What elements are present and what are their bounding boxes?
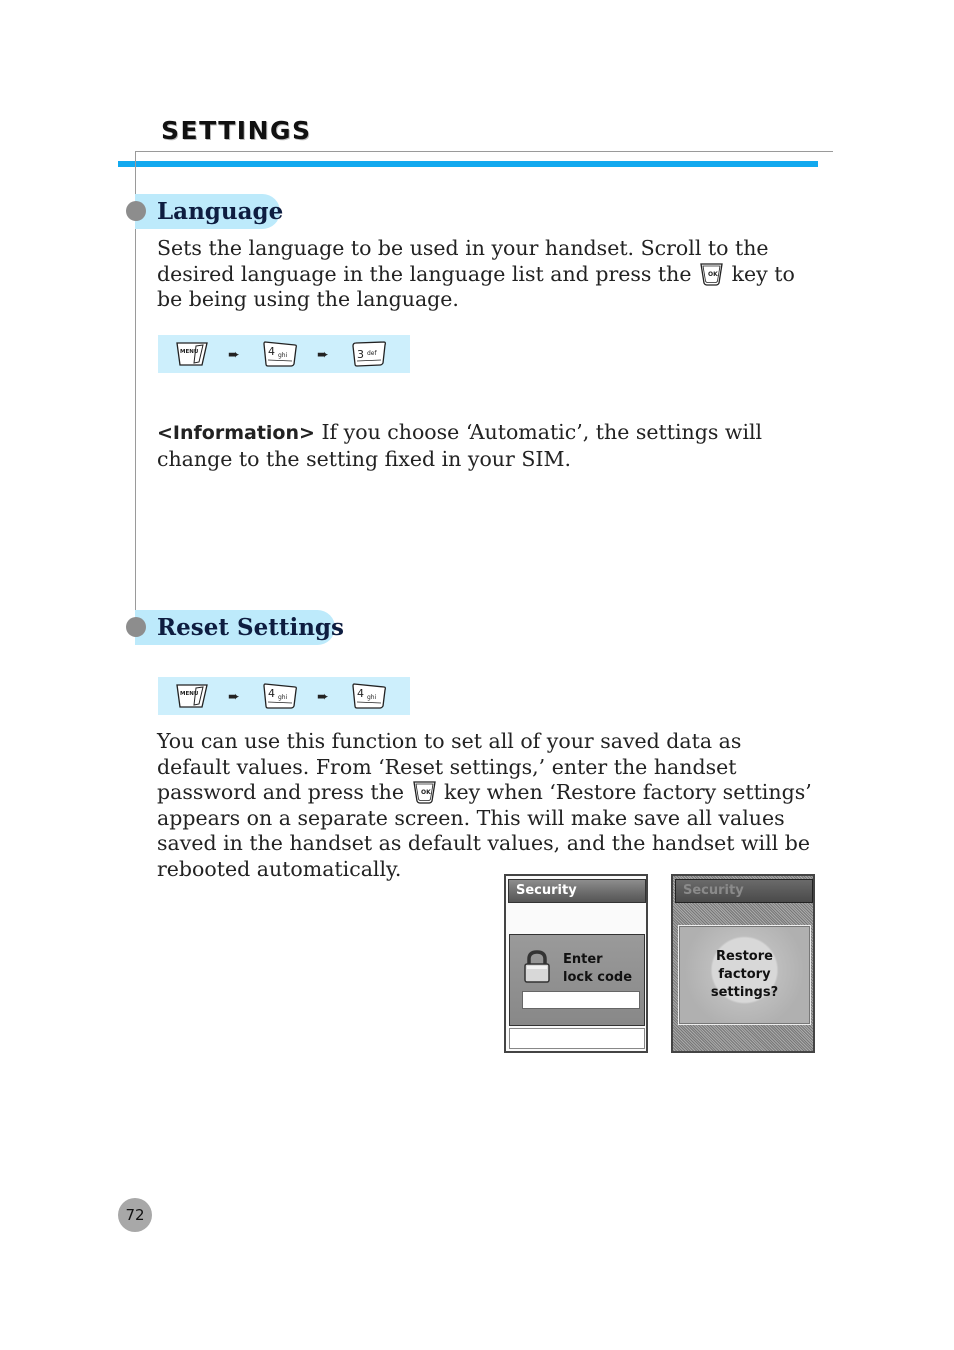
menu-key-icon	[174, 340, 210, 368]
language-key-sequence	[158, 335, 410, 373]
svg-text:4: 4	[268, 345, 275, 358]
restore-factory-screen	[671, 874, 815, 1053]
four-key-icon	[262, 682, 298, 710]
restore-confirm-dialog	[678, 925, 811, 1025]
three-key-icon	[351, 340, 387, 368]
screen-title-bar	[675, 879, 813, 903]
reset-description: You can use this function to set all of your saved data as default values. From ‘Reset settings,’ enter the handset password and press the OK key when ‘Restore factory settings’ appears on a separate screen. This will make save all values saved in the handset as default values, and the handset will be rebooted automatically.	[157, 729, 812, 881]
svg-text:MENU: MENU	[180, 349, 199, 355]
menu-key-icon	[174, 682, 210, 710]
header-rule-thin	[135, 151, 833, 152]
language-heading: Language	[157, 198, 284, 225]
reset-bullet	[126, 617, 146, 637]
arrow-icon: ➨	[317, 347, 329, 363]
svg-text:MENU: MENU	[180, 691, 199, 697]
svg-text:ghi: ghi	[278, 352, 288, 359]
screen-title: Security	[516, 883, 577, 898]
language-bullet	[126, 201, 146, 221]
security-lock-screen	[504, 874, 648, 1053]
ok-key-icon	[698, 262, 725, 287]
arrow-icon: ➨	[317, 689, 329, 705]
lock-prompt-line2: lock code	[563, 970, 633, 985]
arrow-icon: ➨	[228, 689, 240, 705]
soft-key-bar	[509, 1028, 645, 1049]
ok-key-label: OK	[420, 789, 431, 796]
page-title: SETTINGS	[161, 116, 312, 145]
information-label: <Information>	[157, 422, 315, 444]
lock-prompt-line1: Enter	[563, 952, 603, 967]
header-rule-blue	[118, 161, 818, 167]
language-information-note: <Information> If you choose ‘Automatic’, the settings will change to the setting fixed in your SIM.	[157, 420, 763, 471]
lock-code-dialog	[509, 934, 645, 1026]
ok-key-icon	[411, 780, 438, 805]
screen-title: Security	[683, 883, 744, 898]
four-key-icon	[262, 340, 298, 368]
reset-key-sequence	[158, 677, 410, 715]
ok-key-label: OK	[708, 270, 718, 278]
restore-prompt-line1: Restore	[716, 949, 773, 964]
screen-title-bar	[508, 879, 646, 903]
padlock-icon	[522, 949, 552, 989]
svg-text:ghi: ghi	[367, 694, 377, 701]
restore-prompt-line2: factory	[718, 967, 771, 982]
arrow-icon: ➨	[228, 347, 240, 363]
svg-text:4: 4	[357, 687, 364, 700]
reset-heading: Reset Settings	[157, 614, 344, 641]
language-description: Sets the language to be used in your handset. Scroll to the desired language in the language list and press the OK key to be being using the language.	[157, 236, 795, 311]
four-key-icon	[351, 682, 387, 710]
page-number: 72	[118, 1198, 152, 1232]
lock-code-input[interactable]	[522, 991, 640, 1009]
svg-text:3: 3	[357, 348, 364, 361]
svg-text:ghi: ghi	[278, 694, 288, 701]
svg-text:def: def	[367, 350, 377, 357]
restore-prompt-line3: settings?	[710, 985, 779, 1000]
svg-text:4: 4	[268, 687, 275, 700]
